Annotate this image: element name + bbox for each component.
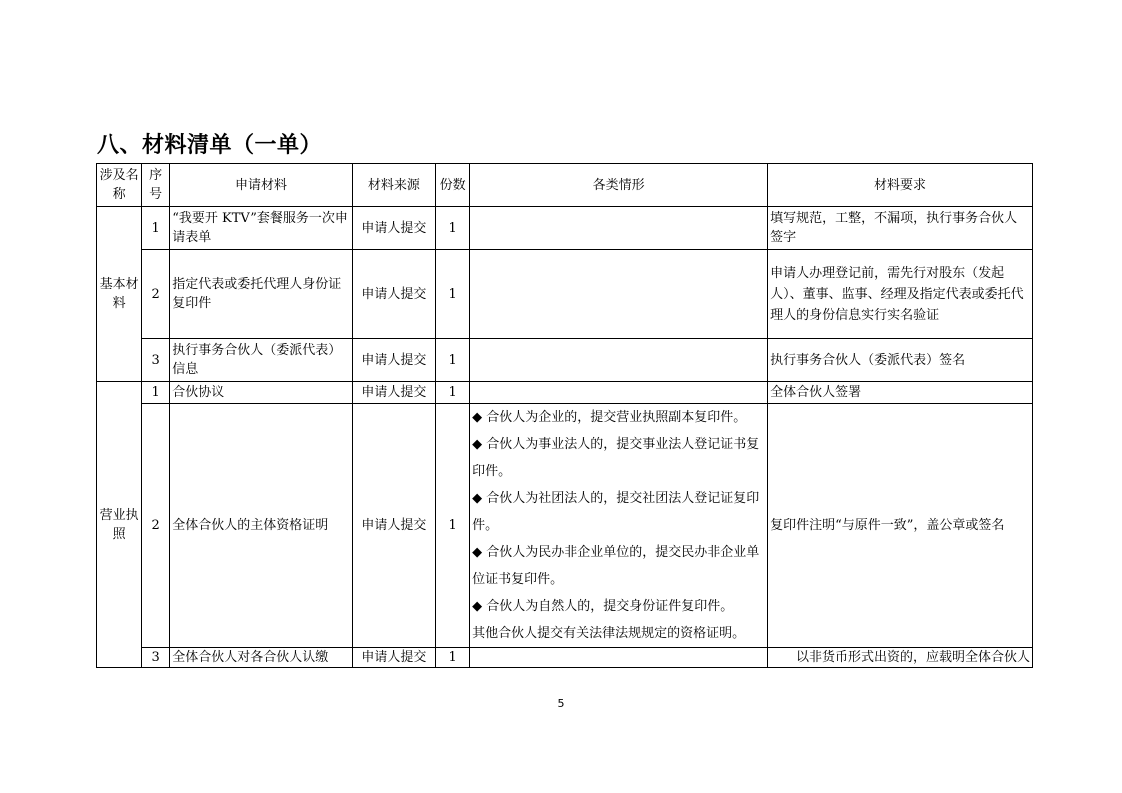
row-copies: 1 [436, 339, 470, 382]
row-copies: 1 [436, 207, 470, 250]
row-requirement: 申请人办理登记前，需先行对股东（发起人）、董事、监事、经理及指定代表或委托代理人的身份信息实行实名验证 [768, 250, 1033, 339]
table-row [97, 382, 1033, 404]
situation-item: 其他合伙人提交有关法律法规规定的资格证明。 [472, 626, 746, 641]
row-number: 1 [142, 207, 170, 250]
materials-table [96, 163, 1033, 668]
row-copies: 1 [436, 250, 470, 339]
situation-item: ◆ 合伙人为企业的，提交营业执照副本复印件。 [472, 410, 747, 425]
row-situations [470, 648, 768, 668]
row-requirement: 复印件注明“与原件一致”，盖公章或签名 [768, 404, 1033, 648]
row-number: 1 [142, 382, 170, 404]
header-number: 序号 [142, 164, 170, 207]
row-material: 指定代表或委托代理人身份证复印件 [170, 250, 353, 339]
row-source: 申请人提交 [352, 382, 435, 404]
table-row [97, 648, 1033, 668]
row-number: 3 [142, 339, 170, 382]
table-row [97, 250, 1033, 339]
page-number: 5 [557, 697, 565, 710]
situation-item: ◆ 合伙人为民办非企业单位的，提交民办非企业单位证书复印件。 [472, 545, 760, 587]
row-material: 执行事务合伙人（委派代表）信息 [170, 339, 353, 382]
row-number: 3 [142, 648, 170, 668]
row-requirement: 执行事务合伙人（委派代表）签名 [768, 339, 1033, 382]
table-header-row [97, 164, 1033, 207]
group-label-license: 营业执照 [97, 382, 142, 668]
row-requirement: 填写规范，工整，不漏项，执行事务合伙人签字 [768, 207, 1033, 250]
header-requirement: 材料要求 [768, 164, 1033, 207]
row-situations [470, 250, 768, 339]
row-copies: 1 [436, 382, 470, 404]
group-label-basic: 基本材料 [97, 207, 142, 382]
header-situations: 各类情形 [470, 164, 768, 207]
row-situations [470, 404, 768, 648]
row-situations [470, 207, 768, 250]
situation-item: ◆ 合伙人为自然人的，提交身份证件复印件。 [472, 599, 734, 614]
table-row [97, 404, 1033, 648]
row-copies: 1 [436, 648, 470, 668]
header-source: 材料来源 [352, 164, 435, 207]
row-situations [470, 339, 768, 382]
situation-item: ◆ 合伙人为事业法人的，提交事业法人登记证书复印件。 [472, 437, 760, 479]
row-situations [470, 382, 768, 404]
row-number: 2 [142, 250, 170, 339]
section-title: 八、材料清单（一单） [97, 133, 323, 158]
row-requirement: 全体合伙人签署 [768, 382, 1033, 404]
row-copies: 1 [436, 404, 470, 648]
row-source: 申请人提交 [352, 404, 435, 648]
row-material: 全体合伙人对各合伙人认缴 [170, 648, 353, 668]
row-source: 申请人提交 [352, 339, 435, 382]
header-material: 申请材料 [170, 164, 353, 207]
row-material: 合伙协议 [170, 382, 353, 404]
row-source: 申请人提交 [352, 648, 435, 668]
row-requirement: 以非货币形式出资的，应载明全体合伙人 [768, 648, 1033, 668]
row-source: 申请人提交 [352, 207, 435, 250]
table-row [97, 339, 1033, 382]
row-material: 全体合伙人的主体资格证明 [170, 404, 353, 648]
row-source: 申请人提交 [352, 250, 435, 339]
row-number: 2 [142, 404, 170, 648]
header-scope: 涉及名称 [97, 164, 142, 207]
situation-item: ◆ 合伙人为社团法人的，提交社团法人登记证复印件。 [472, 491, 760, 533]
header-copies: 份数 [436, 164, 470, 207]
row-material: “我要开 KTV”套餐服务一次申请表单 [170, 207, 353, 250]
table-row [97, 207, 1033, 250]
